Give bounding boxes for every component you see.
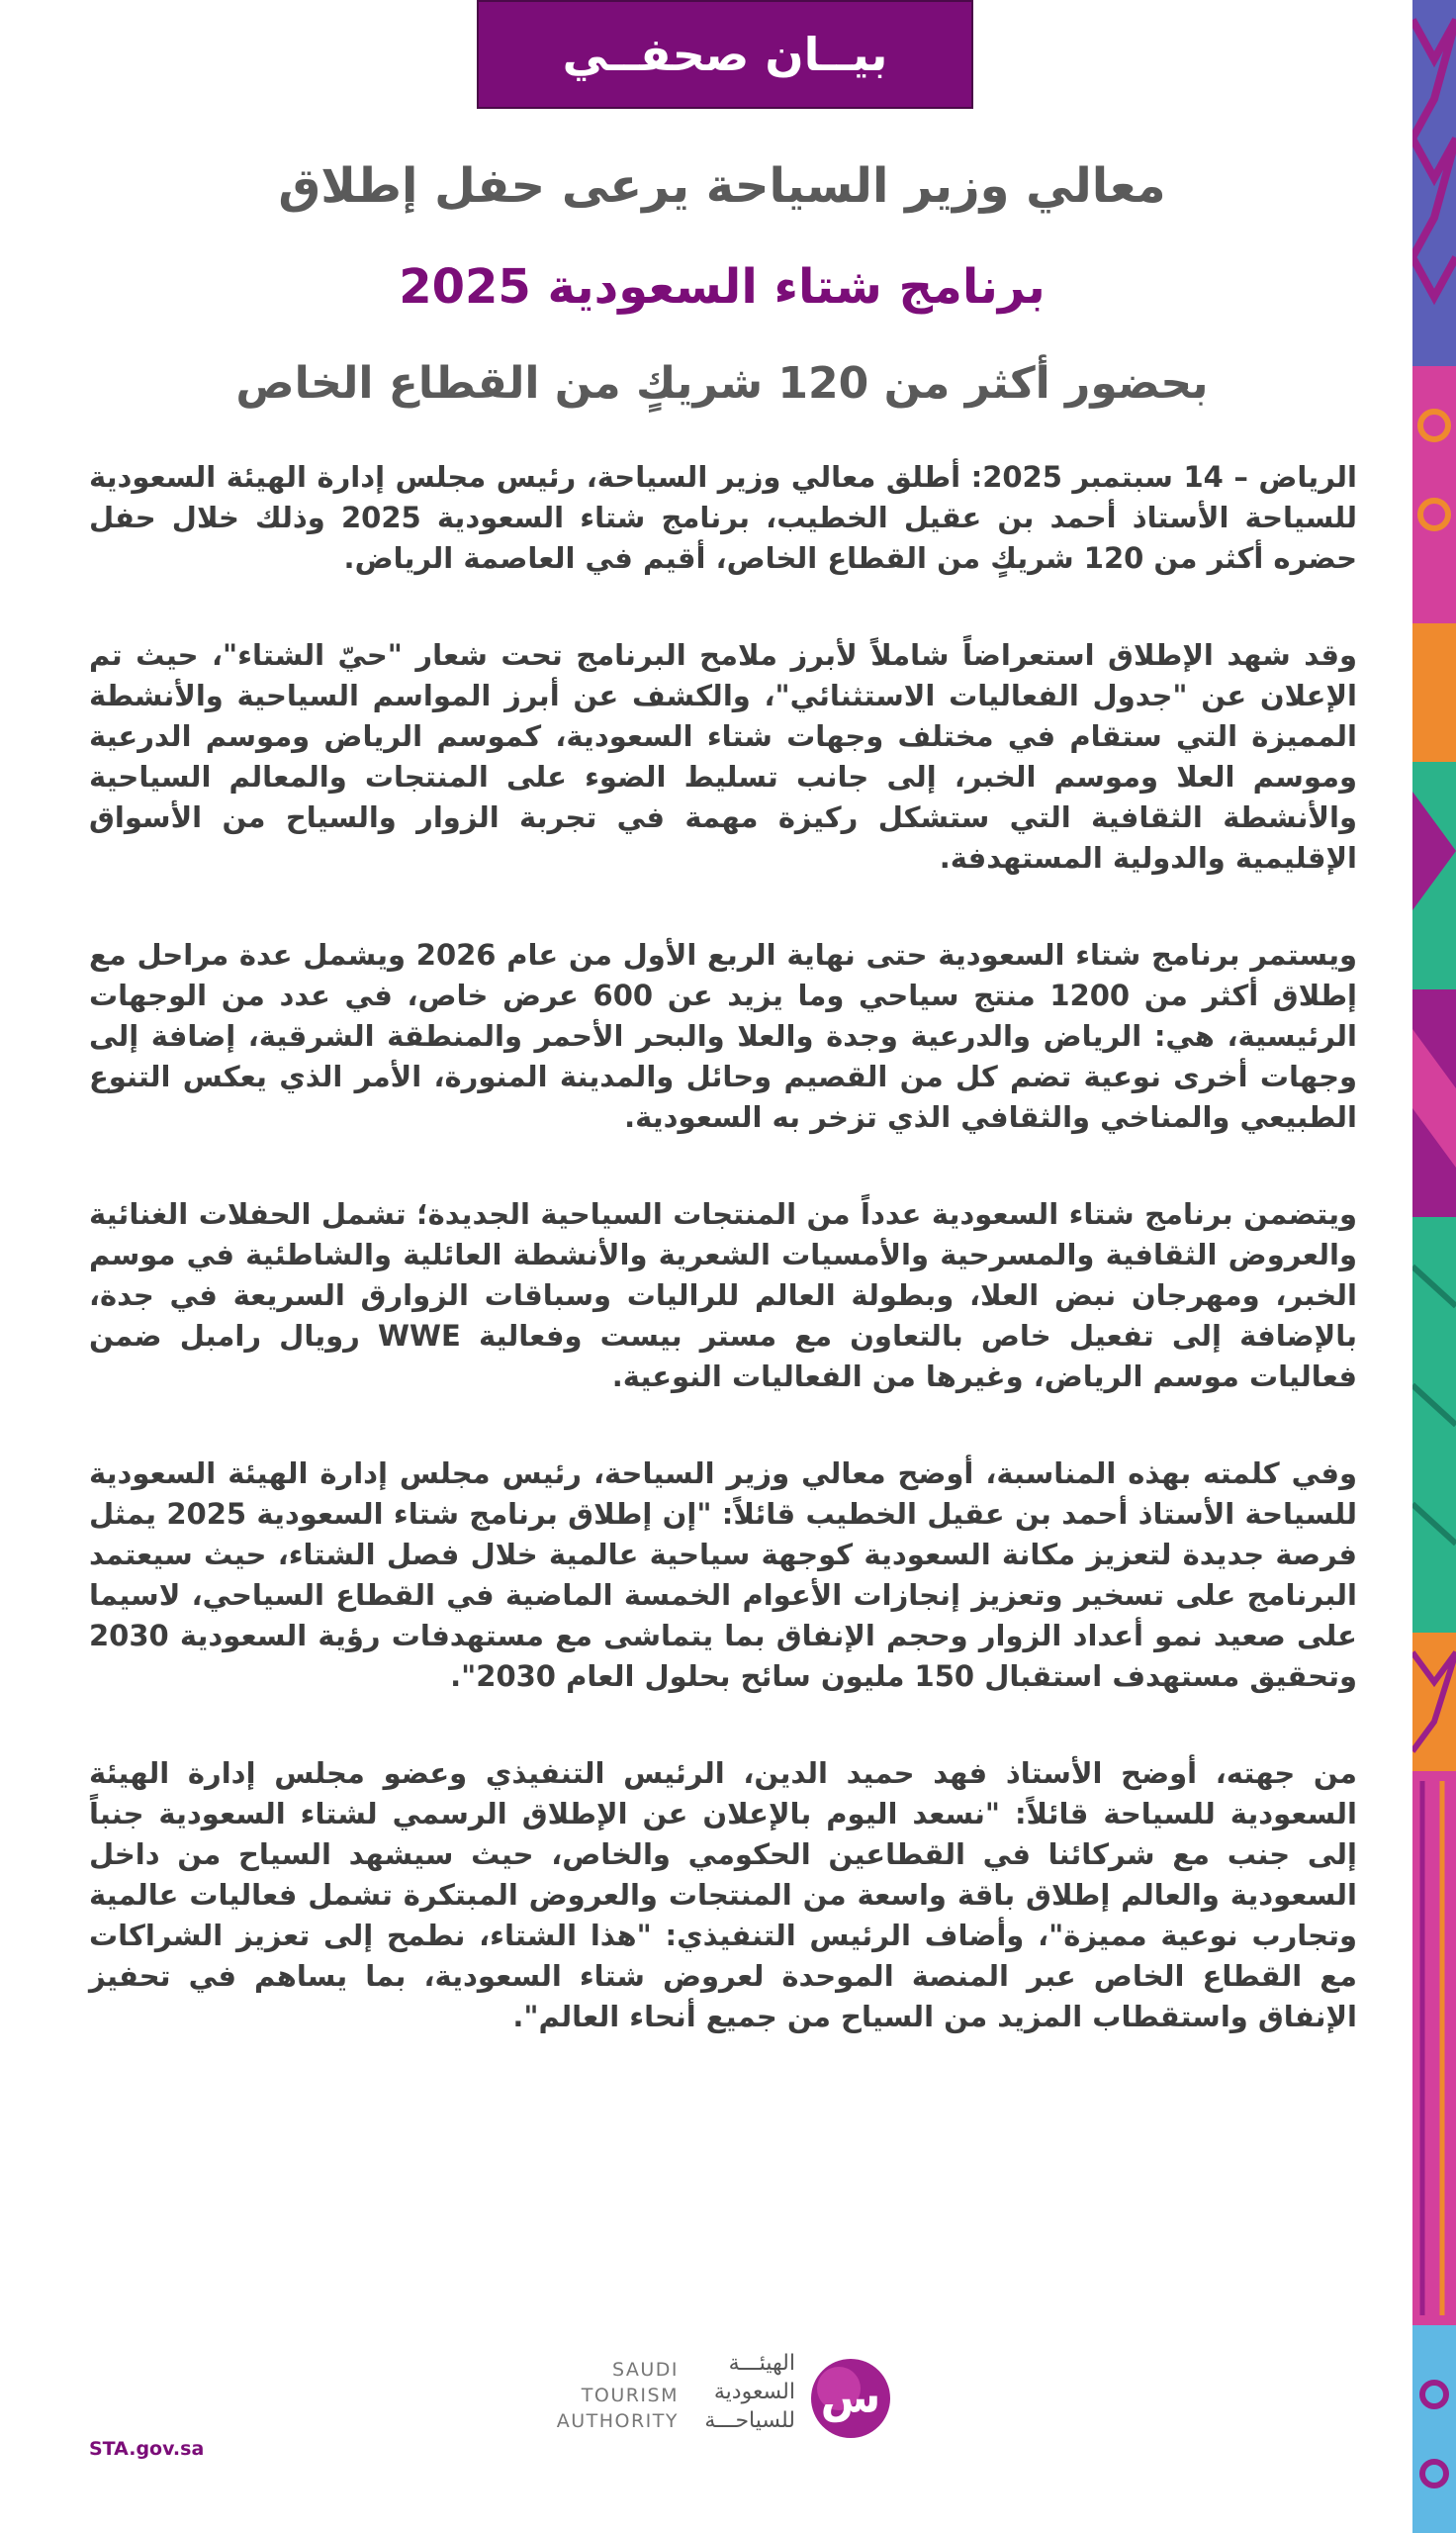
paragraph-6: من جهته، أوضح الأستاذ فهد حميد الدين، الرئيس التنفيذي وعضو مجلس إدارة الهيئة السعودية للسياحة قائلاً: "نسعد اليوم بالإعلان عن الإطلاق الرسمي لشتاء السعودية جنباً إلى جنب مع شركائنا في القطاعين الحكومي والخاص، حيث سيشهد السياح من داخل السعودية والعالم إطلاق باقة واسعة من المنتجات والعروض المبتكرة تشمل فعاليات عالمية وتجارب نوعية مميزة"، وأضاف الرئيس التنفيذي: "هذا الشتاء، نطمح إلى تعزيز الشراكات مع القطاع الخاص عبر المنصة الموحدة لعروض شتاء السعودية، بما يساهم في تحفيز الإنفاق واستقطاب المزيد من السياح من جميع أنحاء العالم". — [89, 1756, 1357, 2033]
press-release-label: بيــان صحفــي — [477, 0, 973, 109]
sta-logo-mark-icon — [799, 2349, 902, 2444]
decorative-pattern-strip — [1412, 0, 1456, 2533]
footer-website-link[interactable]: STA.gov.sa — [89, 2438, 205, 2460]
svg-text:س: س — [820, 2373, 881, 2423]
paragraph-3: ويستمر برنامج شتاء السعودية حتى نهاية الربع الأول من عام 2026 ويشمل عدة مراحل مع إطلاق أكثر من 1200 منتج سياحي وما يزيد عن 600 عرض خاص، في عدد من الوجهات الرئيسية، هي: الرياض والدرعية وجدة والعلا والبحر الأحمر والمنطقة الشرقية، إضافة إلى وجهات أخرى نوعية تضم كل من القصيم وحائل والمدينة المنورة، الأمر الذي يعكس التنوع الطبيعي والمناخي والثقافي الذي تزخر به السعودية. — [89, 938, 1357, 1134]
headline-line-1: معالي وزير السياحة يرعى حفل إطلاق — [278, 158, 1166, 214]
logo-english-text: SAUDI TOURISM AUTHORITY — [556, 2359, 679, 2432]
logo-arabic-text: الهيئـــة السعودية للسياحـــة — [704, 2351, 795, 2433]
paragraph-5: وفي كلمته بهذه المناسبة، أوضح معالي وزير السياحة، رئيس مجلس إدارة الهيئة السعودية للسياحة الأستاذ أحمد بن عقيل الخطيب قائلاً: "إن إطلاق برنامج شتاء السعودية 2025 يمثل فرصة جديدة لتعزيز مكانة السعودية كوجهة سياحية عالمية خلال فصل الشتاء، حيث سيعتمد البرنامج على تسخير وتعزيز إنجازات الأعوام الخمسة الماضية في القطاع السياحي، لاسيما على صعيد نمو أعداد الزوار وحجم الإنفاق بما يتماشى مع مستهدفات رؤية السعودية 2030 وتحقيق مستهدف استقبال 150 مليون سائح بحلول العام 2030". — [89, 1456, 1357, 1693]
paragraph-1: الرياض – 14 سبتمبر 2025: أطلق معالي وزير السياحة، رئيس مجلس إدارة الهيئة السعودية للسياحة الأستاذ أحمد بن عقيل الخطيب، برنامج شتاء السعودية 2025 وذلك خلال حفل حضره أكثر من 120 شريكٍ من القطاع الخاص، أقيم في العاصمة الرياض. — [89, 460, 1357, 575]
headline-line-3: بحضور أكثر من 120 شريكٍ من القطاع الخاص — [235, 358, 1209, 409]
paragraph-4: ويتضمن برنامج شتاء السعودية عدداً من المنتجات السياحية الجديدة؛ تشمل الحفلات الغنائية والعروض الثقافية والمسرحية والأمسيات الشعرية والأنشطة العائلية والشاطئية في موسم الخبر، ومهرجان نبض العلا، وبطولة العالم للراليات وسباقات الزوارق السريعة في جدة، بالإضافة إلى تفعيل خاص بالتعاون مع مستر بيست وفعالية WWE رويال رامبل ضمن فعاليات موسم الرياض، وغيرها من الفعاليات النوعية. — [89, 1197, 1357, 1393]
article-body — [89, 457, 1357, 2094]
headline-line-2: برنامج شتاء السعودية 2025 — [399, 259, 1046, 315]
paragraph-2: وقد شهد الإطلاق استعراضاً شاملاً لأبرز ملامح البرنامج تحت شعار "حيّ الشتاء"، حيث تم الإعلان عن "جدول الفعاليات الاستثنائي"، والكشف عن أبرز المواسم السياحية والأنشطة المميزة التي ستقام في مختلف وجهات شتاء السعودية، كموسم الرياض وموسم الدرعية وموسم العلا وموسم الخبر، إلى جانب تسليط الضوء على المنتجات والمعالم السياحية والأنشطة الثقافية التي ستشكل ركيزة مهمة في تجربة الزوار والسياح من الأسواق الإقليمية والدولية المستهدفة. — [89, 638, 1357, 875]
